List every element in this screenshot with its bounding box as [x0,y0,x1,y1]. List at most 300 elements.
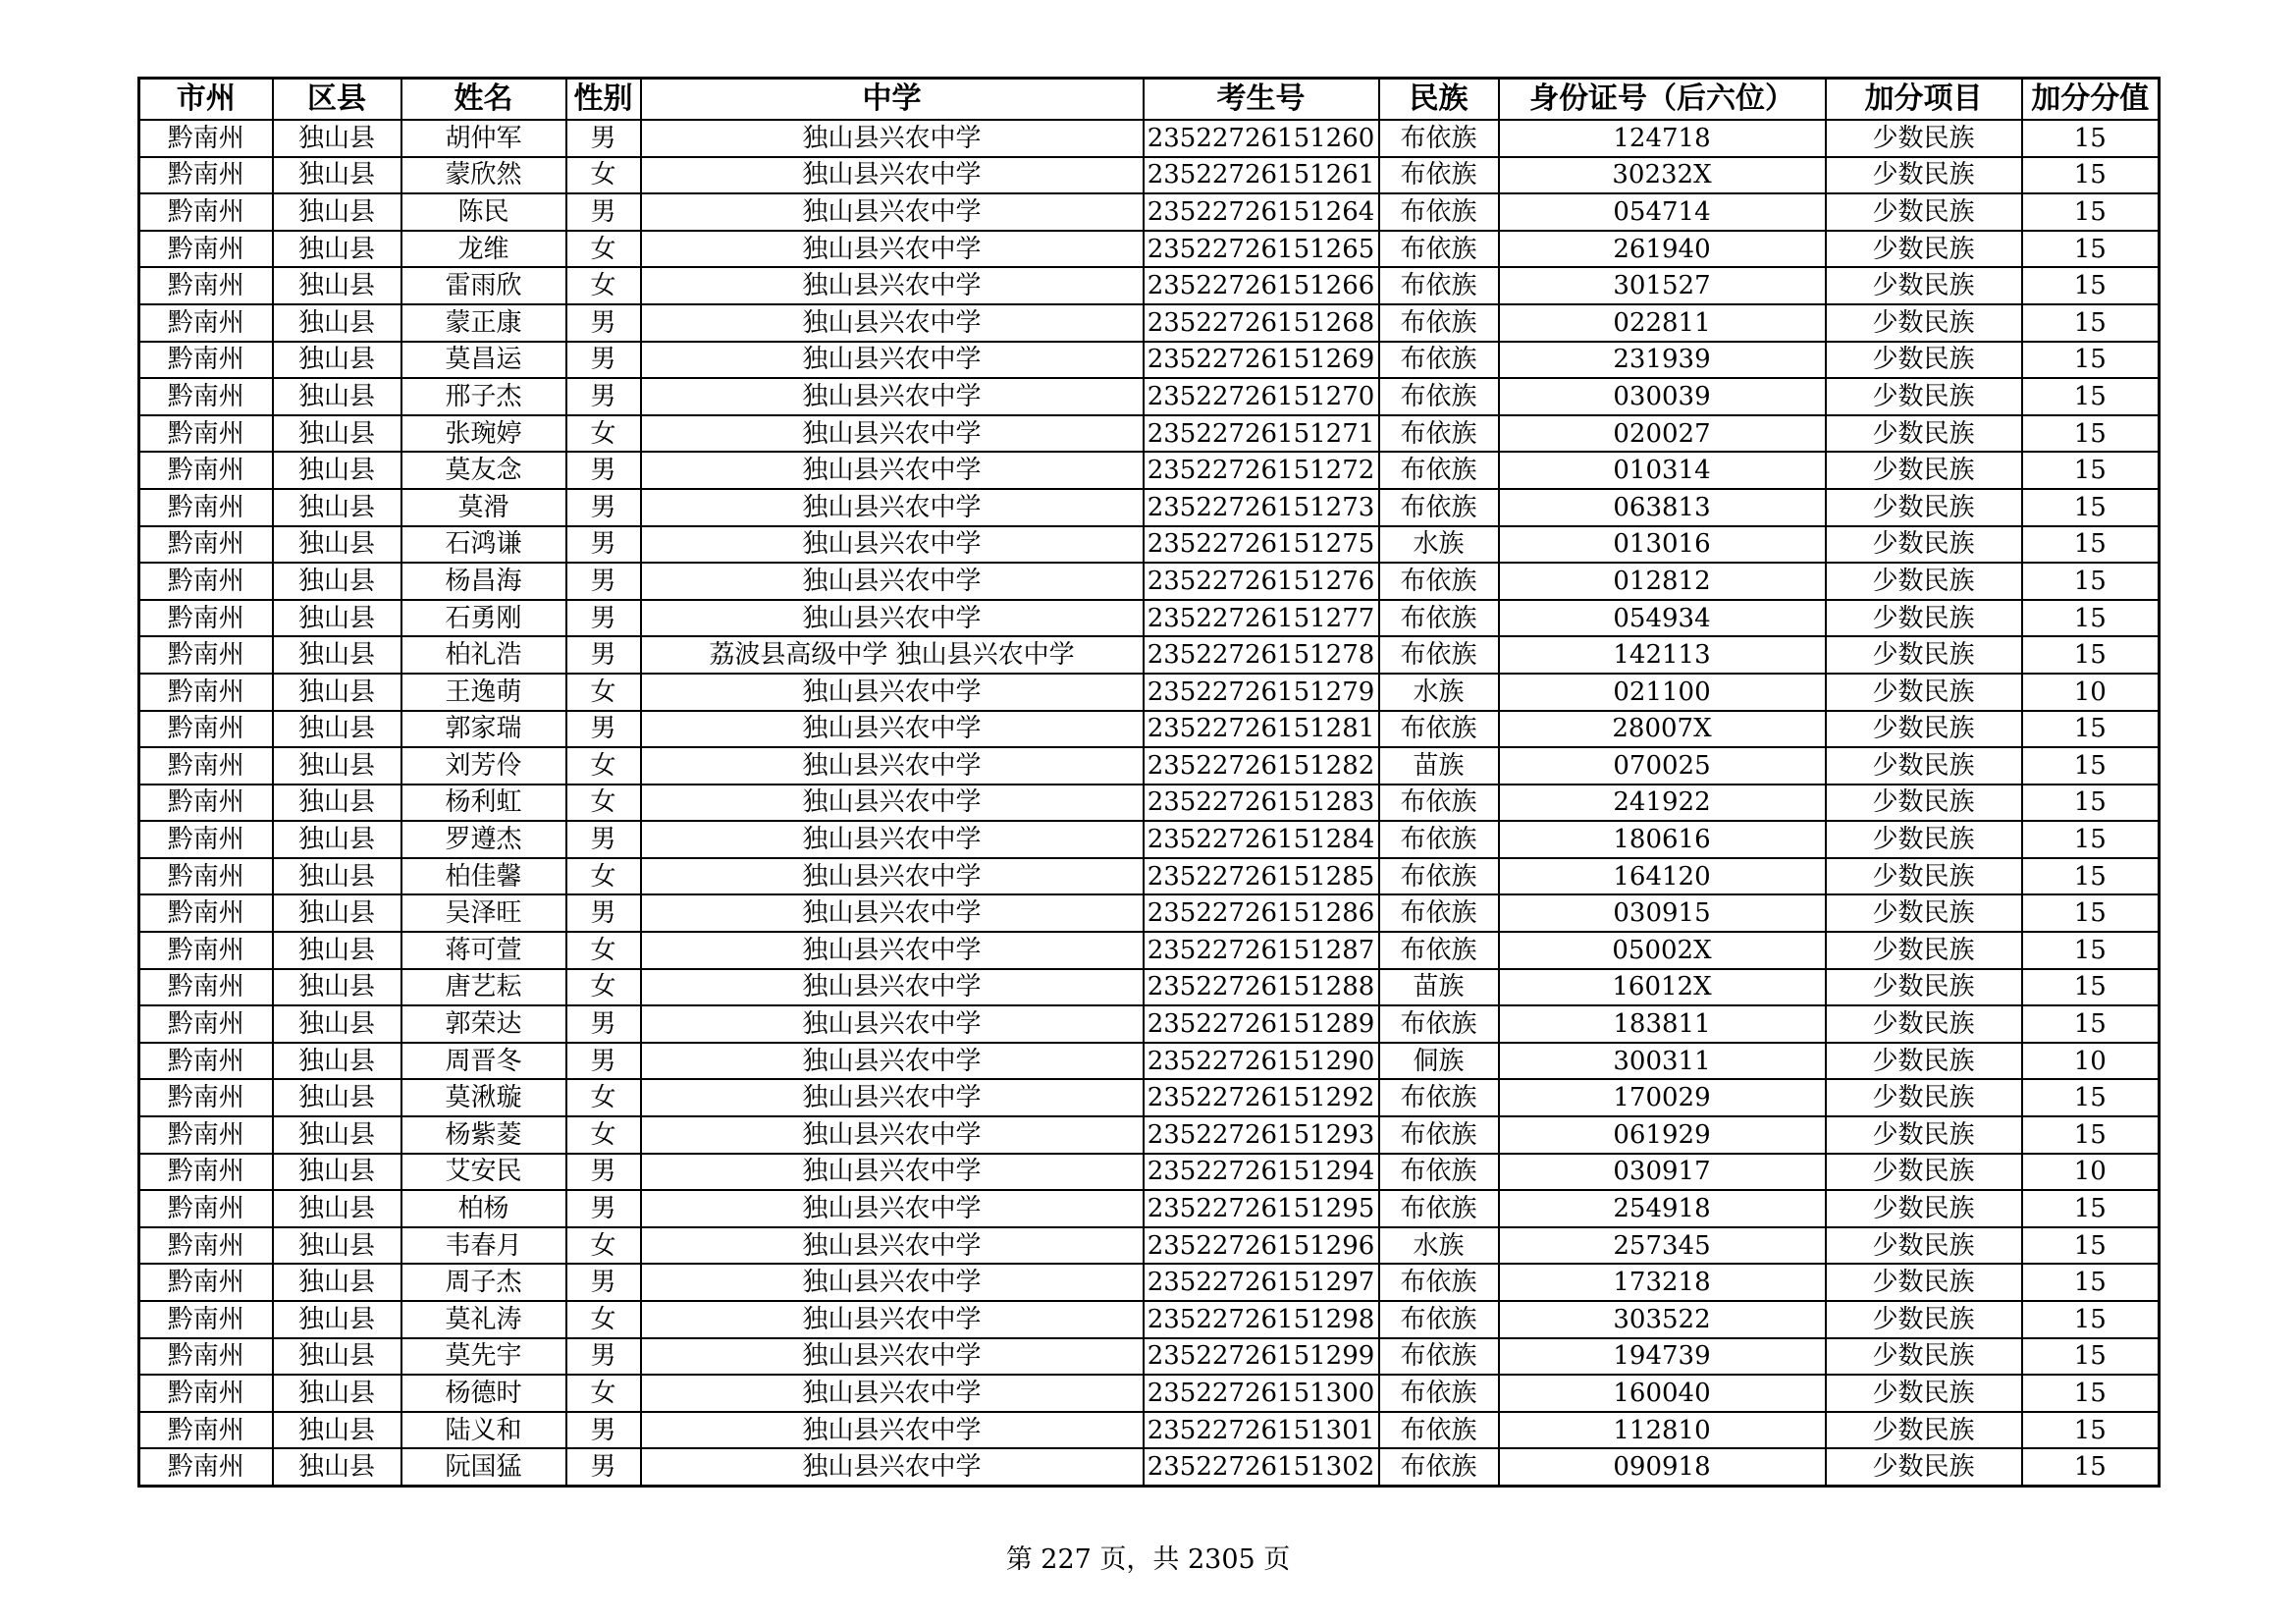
cell-gender: 男 [566,452,641,489]
cell-bonus-item: 少数民族 [1826,415,2022,453]
cell-bonus-value: 15 [2022,821,2160,858]
cell-county: 独山县 [273,600,401,637]
cell-exam-number: 23522726151289 [1144,1005,1379,1043]
cell-ethnicity: 布依族 [1379,304,1499,342]
cell-school: 独山县兴农中学 [641,785,1144,822]
cell-school: 独山县兴农中学 [641,1043,1144,1080]
table-row [139,452,2160,489]
cell-gender: 女 [566,157,641,194]
cell-exam-number: 23522726151288 [1144,969,1379,1006]
cell-school: 独山县兴农中学 [641,711,1144,748]
cell-exam-number: 23522726151275 [1144,526,1379,564]
cell-bonus-value: 15 [2022,1079,2160,1116]
table-row [139,1375,2160,1412]
cell-school: 独山县兴农中学 [641,415,1144,453]
document-table-container [137,77,2158,1488]
cell-id-suffix: 142113 [1499,636,1826,674]
cell-gender: 男 [566,1043,641,1080]
cell-school: 独山县兴农中学 [641,1005,1144,1043]
table-row [139,489,2160,526]
cell-city: 黔南州 [139,1375,273,1412]
cell-name: 杨昌海 [401,563,566,600]
cell-name: 罗遵杰 [401,821,566,858]
cell-id-suffix: 070025 [1499,747,1826,785]
table-row [139,1190,2160,1227]
cell-exam-number: 23522726151293 [1144,1116,1379,1154]
cell-name: 柏杨 [401,1190,566,1227]
cell-city: 黔南州 [139,1079,273,1116]
cell-ethnicity: 布依族 [1379,231,1499,268]
cell-exam-number: 23522726151302 [1144,1448,1379,1486]
cell-gender: 男 [566,193,641,231]
cell-bonus-value: 15 [2022,1412,2160,1449]
cell-id-suffix: 16012X [1499,969,1826,1006]
cell-bonus-value: 15 [2022,711,2160,748]
cell-ethnicity: 布依族 [1379,1116,1499,1154]
cell-bonus-item: 少数民族 [1826,193,2022,231]
header-gender: 性别 [566,79,641,121]
cell-school: 独山县兴农中学 [641,193,1144,231]
cell-city: 黔南州 [139,452,273,489]
cell-bonus-value: 15 [2022,526,2160,564]
cell-county: 独山县 [273,1079,401,1116]
cell-bonus-item: 少数民族 [1826,1227,2022,1265]
cell-county: 独山县 [273,674,401,711]
cell-gender: 男 [566,1448,641,1486]
cell-ethnicity: 布依族 [1379,1412,1499,1449]
cell-county: 独山县 [273,231,401,268]
cell-name: 陈民 [401,193,566,231]
cell-city: 黔南州 [139,747,273,785]
cell-bonus-value: 15 [2022,858,2160,895]
cell-school: 独山县兴农中学 [641,1079,1144,1116]
cell-bonus-value: 15 [2022,563,2160,600]
cell-exam-number: 23522726151279 [1144,674,1379,711]
table-row [139,1301,2160,1338]
table-row [139,636,2160,674]
cell-county: 独山县 [273,157,401,194]
cell-name: 王逸萌 [401,674,566,711]
cell-bonus-item: 少数民族 [1826,785,2022,822]
cell-county: 独山县 [273,1154,401,1191]
cell-county: 独山县 [273,747,401,785]
cell-bonus-item: 少数民族 [1826,267,2022,304]
cell-name: 石勇刚 [401,600,566,637]
cell-exam-number: 23522726151276 [1144,563,1379,600]
cell-city: 黔南州 [139,969,273,1006]
cell-bonus-value: 15 [2022,1227,2160,1265]
cell-gender: 男 [566,1190,641,1227]
cell-bonus-item: 少数民族 [1826,231,2022,268]
cell-name: 胡仲军 [401,120,566,157]
cell-school: 独山县兴农中学 [641,1412,1144,1449]
cell-bonus-item: 少数民族 [1826,526,2022,564]
cell-county: 独山县 [273,1375,401,1412]
cell-id-suffix: 063813 [1499,489,1826,526]
cell-name: 周晋冬 [401,1043,566,1080]
cell-bonus-value: 15 [2022,231,2160,268]
cell-name: 张琬婷 [401,415,566,453]
cell-bonus-value: 15 [2022,157,2160,194]
cell-gender: 女 [566,415,641,453]
cell-bonus-value: 15 [2022,378,2160,415]
cell-bonus-item: 少数民族 [1826,1190,2022,1227]
cell-county: 独山县 [273,1301,401,1338]
cell-id-suffix: 183811 [1499,1005,1826,1043]
cell-city: 黔南州 [139,1043,273,1080]
cell-city: 黔南州 [139,563,273,600]
cell-exam-number: 23522726151299 [1144,1338,1379,1376]
cell-gender: 女 [566,674,641,711]
cell-name: 莫滑 [401,489,566,526]
cell-name: 柏佳馨 [401,858,566,895]
table-row [139,969,2160,1006]
table-row [139,1005,2160,1043]
cell-city: 黔南州 [139,1338,273,1376]
cell-bonus-item: 少数民族 [1826,342,2022,379]
cell-ethnicity: 布依族 [1379,711,1499,748]
cell-id-suffix: 021100 [1499,674,1826,711]
cell-ethnicity: 布依族 [1379,1005,1499,1043]
cell-ethnicity: 水族 [1379,526,1499,564]
table-row [139,785,2160,822]
cell-exam-number: 23522726151272 [1144,452,1379,489]
cell-ethnicity: 布依族 [1379,1154,1499,1191]
cell-ethnicity: 布依族 [1379,1079,1499,1116]
cell-county: 独山县 [273,1338,401,1376]
cell-county: 独山县 [273,932,401,969]
cell-id-suffix: 160040 [1499,1375,1826,1412]
header-school: 中学 [641,79,1144,121]
cell-id-suffix: 124718 [1499,120,1826,157]
table-row [139,674,2160,711]
cell-county: 独山县 [273,821,401,858]
cell-gender: 男 [566,1338,641,1376]
cell-name: 郭家瑞 [401,711,566,748]
cell-school: 独山县兴农中学 [641,1301,1144,1338]
cell-ethnicity: 布依族 [1379,267,1499,304]
cell-gender: 男 [566,378,641,415]
cell-gender: 男 [566,600,641,637]
cell-name: 杨德时 [401,1375,566,1412]
cell-gender: 男 [566,636,641,674]
table-row [139,1227,2160,1265]
cell-exam-number: 23522726151265 [1144,231,1379,268]
cell-school: 独山县兴农中学 [641,894,1144,932]
cell-school: 独山县兴农中学 [641,821,1144,858]
cell-bonus-item: 少数民族 [1826,563,2022,600]
cell-exam-number: 23522726151300 [1144,1375,1379,1412]
cell-ethnicity: 布依族 [1379,1301,1499,1338]
cell-id-suffix: 030915 [1499,894,1826,932]
cell-name: 周子杰 [401,1264,566,1301]
cell-school: 独山县兴农中学 [641,1190,1144,1227]
cell-county: 独山县 [273,1043,401,1080]
cell-county: 独山县 [273,969,401,1006]
cell-gender: 女 [566,969,641,1006]
cell-bonus-item: 少数民族 [1826,157,2022,194]
cell-bonus-item: 少数民族 [1826,1154,2022,1191]
cell-bonus-value: 15 [2022,636,2160,674]
cell-exam-number: 23522726151270 [1144,378,1379,415]
cell-bonus-item: 少数民族 [1826,858,2022,895]
cell-bonus-item: 少数民族 [1826,674,2022,711]
cell-county: 独山县 [273,1005,401,1043]
cell-school: 独山县兴农中学 [641,1227,1144,1265]
table-row [139,1154,2160,1191]
cell-id-suffix: 254918 [1499,1190,1826,1227]
cell-county: 独山县 [273,711,401,748]
cell-city: 黔南州 [139,415,273,453]
table-row [139,600,2160,637]
cell-name: 蒙正康 [401,304,566,342]
cell-ethnicity: 布依族 [1379,932,1499,969]
cell-exam-number: 23522726151284 [1144,821,1379,858]
cell-id-suffix: 173218 [1499,1264,1826,1301]
cell-city: 黔南州 [139,858,273,895]
cell-id-suffix: 112810 [1499,1412,1826,1449]
cell-gender: 女 [566,1079,641,1116]
cell-bonus-item: 少数民族 [1826,452,2022,489]
cell-school: 独山县兴农中学 [641,526,1144,564]
cell-county: 独山县 [273,452,401,489]
cell-exam-number: 23522726151268 [1144,304,1379,342]
cell-city: 黔南州 [139,489,273,526]
cell-school: 独山县兴农中学 [641,1154,1144,1191]
cell-id-suffix: 194739 [1499,1338,1826,1376]
cell-ethnicity: 水族 [1379,1227,1499,1265]
cell-name: 柏礼浩 [401,636,566,674]
table-row [139,193,2160,231]
cell-bonus-value: 15 [2022,969,2160,1006]
table-row [139,1264,2160,1301]
cell-bonus-value: 15 [2022,1116,2160,1154]
cell-name: 莫先宇 [401,1338,566,1376]
cell-ethnicity: 布依族 [1379,1448,1499,1486]
cell-gender: 女 [566,1116,641,1154]
cell-school: 独山县兴农中学 [641,932,1144,969]
table-row [139,231,2160,268]
cell-bonus-value: 15 [2022,120,2160,157]
header-bonus-item: 加分项目 [1826,79,2022,121]
cell-city: 黔南州 [139,378,273,415]
cell-city: 黔南州 [139,267,273,304]
cell-bonus-item: 少数民族 [1826,1043,2022,1080]
cell-city: 黔南州 [139,821,273,858]
cell-name: 蒋可萱 [401,932,566,969]
table-row [139,1116,2160,1154]
table-row [139,1448,2160,1486]
cell-county: 独山县 [273,342,401,379]
cell-bonus-value: 15 [2022,1301,2160,1338]
cell-school: 独山县兴农中学 [641,1448,1144,1486]
cell-bonus-value: 15 [2022,452,2160,489]
cell-bonus-value: 15 [2022,894,2160,932]
cell-name: 刘芳伶 [401,747,566,785]
cell-bonus-item: 少数民族 [1826,636,2022,674]
cell-name: 龙维 [401,231,566,268]
cell-school: 独山县兴农中学 [641,304,1144,342]
cell-gender: 男 [566,894,641,932]
cell-name: 邢子杰 [401,378,566,415]
table-row [139,1043,2160,1080]
cell-county: 独山县 [273,378,401,415]
cell-school: 荔波县高级中学 独山县兴农中学 [641,636,1144,674]
cell-name: 莫礼涛 [401,1301,566,1338]
cell-name: 杨紫菱 [401,1116,566,1154]
cell-county: 独山县 [273,785,401,822]
cell-county: 独山县 [273,1264,401,1301]
cell-id-suffix: 020027 [1499,415,1826,453]
cell-city: 黔南州 [139,785,273,822]
cell-id-suffix: 012812 [1499,563,1826,600]
cell-county: 独山县 [273,636,401,674]
cell-id-suffix: 030039 [1499,378,1826,415]
cell-school: 独山县兴农中学 [641,858,1144,895]
cell-id-suffix: 164120 [1499,858,1826,895]
header-city: 市州 [139,79,273,121]
table-row [139,1412,2160,1449]
cell-county: 独山县 [273,1412,401,1449]
cell-id-suffix: 054934 [1499,600,1826,637]
cell-name: 莫昌运 [401,342,566,379]
table-row [139,1079,2160,1116]
cell-gender: 男 [566,1154,641,1191]
table-row [139,267,2160,304]
cell-gender: 男 [566,563,641,600]
cell-ethnicity: 布依族 [1379,342,1499,379]
cell-bonus-item: 少数民族 [1826,1412,2022,1449]
cell-gender: 男 [566,489,641,526]
cell-bonus-item: 少数民族 [1826,1375,2022,1412]
header-county: 区县 [273,79,401,121]
cell-ethnicity: 侗族 [1379,1043,1499,1080]
cell-bonus-value: 15 [2022,342,2160,379]
cell-ethnicity: 布依族 [1379,894,1499,932]
cell-name: 陆义和 [401,1412,566,1449]
table-row [139,747,2160,785]
cell-gender: 男 [566,711,641,748]
cell-exam-number: 23522726151269 [1144,342,1379,379]
cell-city: 黔南州 [139,894,273,932]
cell-city: 黔南州 [139,1116,273,1154]
cell-city: 黔南州 [139,1412,273,1449]
cell-ethnicity: 布依族 [1379,120,1499,157]
cell-name: 艾安民 [401,1154,566,1191]
cell-exam-number: 23522726151264 [1144,193,1379,231]
cell-id-suffix: 300311 [1499,1043,1826,1080]
cell-county: 独山县 [273,304,401,342]
cell-exam-number: 23522726151295 [1144,1190,1379,1227]
bonus-points-table [137,77,2161,1488]
cell-name: 杨利虹 [401,785,566,822]
cell-bonus-value: 15 [2022,747,2160,785]
cell-exam-number: 23522726151292 [1144,1079,1379,1116]
cell-id-suffix: 013016 [1499,526,1826,564]
cell-bonus-item: 少数民族 [1826,894,2022,932]
cell-bonus-item: 少数民族 [1826,821,2022,858]
cell-gender: 男 [566,526,641,564]
cell-bonus-item: 少数民族 [1826,1301,2022,1338]
cell-gender: 女 [566,267,641,304]
cell-school: 独山县兴农中学 [641,563,1144,600]
cell-name: 吴泽旺 [401,894,566,932]
cell-city: 黔南州 [139,1227,273,1265]
cell-bonus-value: 10 [2022,1043,2160,1080]
cell-bonus-item: 少数民族 [1826,600,2022,637]
cell-bonus-value: 15 [2022,267,2160,304]
table-row [139,342,2160,379]
cell-id-suffix: 231939 [1499,342,1826,379]
cell-exam-number: 23522726151296 [1144,1227,1379,1265]
cell-exam-number: 23522726151294 [1144,1154,1379,1191]
cell-county: 独山县 [273,526,401,564]
table-header-row [139,79,2160,121]
cell-bonus-item: 少数民族 [1826,932,2022,969]
cell-id-suffix: 303522 [1499,1301,1826,1338]
cell-exam-number: 23522726151278 [1144,636,1379,674]
cell-gender: 男 [566,342,641,379]
cell-county: 独山县 [273,563,401,600]
cell-exam-number: 23522726151281 [1144,711,1379,748]
cell-school: 独山县兴农中学 [641,267,1144,304]
table-row [139,932,2160,969]
cell-id-suffix: 170029 [1499,1079,1826,1116]
cell-exam-number: 23522726151271 [1144,415,1379,453]
cell-name: 蒙欣然 [401,157,566,194]
cell-city: 黔南州 [139,711,273,748]
cell-school: 独山县兴农中学 [641,747,1144,785]
cell-school: 独山县兴农中学 [641,489,1144,526]
cell-name: 阮国猛 [401,1448,566,1486]
cell-bonus-value: 15 [2022,304,2160,342]
cell-city: 黔南州 [139,304,273,342]
cell-city: 黔南州 [139,1190,273,1227]
table-row [139,304,2160,342]
cell-id-suffix: 180616 [1499,821,1826,858]
cell-gender: 女 [566,932,641,969]
cell-id-suffix: 05002X [1499,932,1826,969]
table-row [139,821,2160,858]
cell-bonus-value: 15 [2022,1264,2160,1301]
cell-ethnicity: 布依族 [1379,821,1499,858]
cell-id-suffix: 030917 [1499,1154,1826,1191]
table-row [139,120,2160,157]
cell-city: 黔南州 [139,157,273,194]
page-footer: 第 227 页，共 2305 页 [1005,1544,1291,1575]
cell-bonus-value: 15 [2022,1448,2160,1486]
cell-exam-number: 23522726151261 [1144,157,1379,194]
cell-id-suffix: 261940 [1499,231,1826,268]
cell-name: 郭荣达 [401,1005,566,1043]
cell-city: 黔南州 [139,1448,273,1486]
cell-county: 独山县 [273,267,401,304]
cell-school: 独山县兴农中学 [641,674,1144,711]
cell-school: 独山县兴农中学 [641,157,1144,194]
cell-bonus-item: 少数民族 [1826,378,2022,415]
cell-school: 独山县兴农中学 [641,452,1144,489]
cell-exam-number: 23522726151273 [1144,489,1379,526]
cell-ethnicity: 布依族 [1379,452,1499,489]
cell-exam-number: 23522726151285 [1144,858,1379,895]
table-row [139,858,2160,895]
cell-county: 独山县 [273,193,401,231]
cell-name: 唐艺耘 [401,969,566,1006]
cell-bonus-item: 少数民族 [1826,489,2022,526]
cell-bonus-value: 15 [2022,785,2160,822]
cell-ethnicity: 布依族 [1379,489,1499,526]
cell-ethnicity: 布依族 [1379,858,1499,895]
